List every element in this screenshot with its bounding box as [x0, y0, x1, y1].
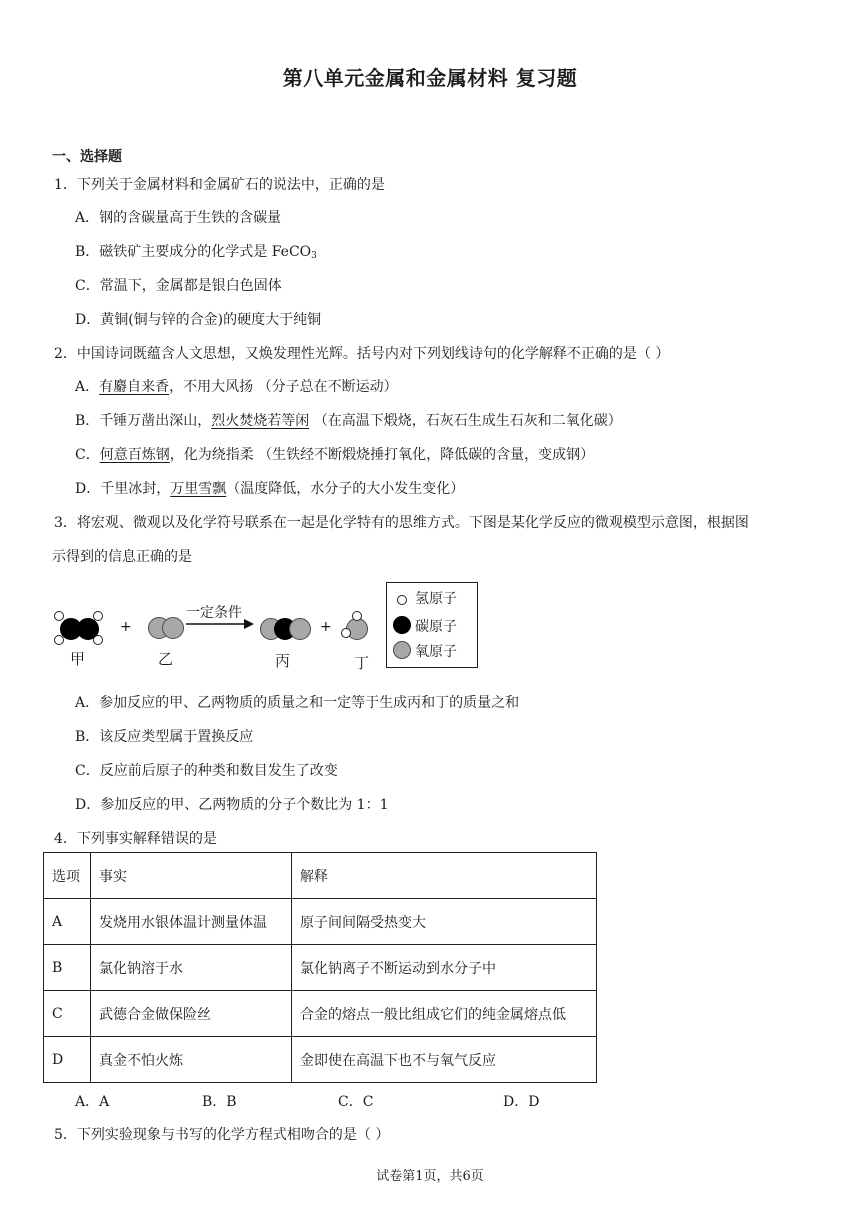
- underlined-verse: 万里雪飘: [170, 481, 227, 497]
- reaction-diagram: [50, 582, 490, 674]
- question-2-option-a: [75, 376, 398, 396]
- question-3-option-a: A．参加反应的甲、乙两物质的质量之和一定等于生成丙和丁的质量之和: [75, 695, 520, 711]
- table-cell: 氯化钠溶于水: [91, 945, 292, 991]
- hydrogen-atom: [54, 635, 64, 645]
- table-header-cell: 选项: [44, 853, 91, 899]
- question-4-option-c: C．C: [338, 1094, 374, 1110]
- label-ding: 丁: [354, 654, 370, 672]
- option-prefix: C．: [75, 447, 100, 463]
- question-1-option-a: A．钢的含碳量高于生铁的含碳量: [75, 210, 282, 226]
- option-rest: ，不用大风扬 （分子总在不断运动）: [169, 379, 398, 395]
- table-cell: D: [44, 1037, 91, 1083]
- table-header-row: [44, 853, 597, 899]
- label-yi: 乙: [158, 650, 174, 668]
- page-title: 第八单元金属和金属材料 复习题: [282, 66, 578, 90]
- question-3-option-c: C．反应前后原子的种类和数目发生了改变: [75, 763, 338, 779]
- table-row: [44, 1037, 597, 1083]
- question-1-option-c: C．常温下，金属都是银白色固体: [75, 278, 282, 294]
- table-cell: 武德合金做保险丝: [91, 991, 292, 1037]
- hydrogen-atom-legend-icon: [397, 595, 407, 605]
- table-cell: A: [44, 899, 91, 945]
- label-bing: 丙: [275, 652, 291, 670]
- question-3-stem-line1: 3．将宏观、微观以及化学符号联系在一起是化学特有的思维方式。下图是某化学反应的微观模型示意图，根据图: [54, 515, 749, 531]
- label-jia: 甲: [70, 650, 86, 668]
- table-cell: B: [44, 945, 91, 991]
- hydrogen-atom: [93, 611, 103, 621]
- carbon-atom-legend-icon: [393, 616, 411, 634]
- hydrogen-atom: [93, 635, 103, 645]
- table-cell: 原子间间隔受热变大: [292, 899, 597, 945]
- question-2-stem: 2．中国诗词既蕴含人文思想，又焕发理性光辉。括号内对下列划线诗句的化学解释不正确的是（ ）: [54, 346, 670, 362]
- option-text: B．磁铁矿主要成分的化学式是 FeCO: [75, 244, 312, 260]
- table-cell: 发烧用水银体温计测量体温: [91, 899, 292, 945]
- oxygen-atom-legend-icon: [393, 641, 411, 659]
- table-cell: 真金不怕火炼: [91, 1037, 292, 1083]
- legend-oxygen-label: 氧原子: [415, 644, 457, 660]
- atom-legend: [386, 582, 478, 668]
- option-prefix: D．千里冰封，: [75, 481, 171, 497]
- underlined-verse: 何意百炼钢: [99, 447, 170, 463]
- plus-sign: +: [320, 619, 332, 635]
- option-prefix: B．千锤万凿出深山，: [75, 413, 212, 429]
- option-prefix: A．: [75, 379, 100, 395]
- option-rest: （温度降低，水分子的大小发生变化）: [226, 481, 465, 497]
- table-row: [44, 899, 597, 945]
- underlined-verse: 烈火焚烧若等闲: [211, 413, 310, 429]
- oxygen-atom: [162, 617, 184, 639]
- question-2-option-d: [75, 478, 464, 498]
- hydrogen-atom: [341, 628, 351, 638]
- table-row: [44, 945, 597, 991]
- table-cell: 合金的熔点一般比组成它们的纯金属熔点低: [292, 991, 597, 1037]
- reaction-condition: 一定条件: [186, 605, 242, 621]
- table-row: [44, 991, 597, 1037]
- question-4-option-b: B．B: [202, 1094, 237, 1110]
- question-2-option-b: [75, 410, 622, 430]
- reaction-arrow-icon: [184, 618, 256, 630]
- question-3-option-b: B．该反应类型属于置换反应: [75, 729, 254, 745]
- legend-carbon-label: 碳原子: [415, 619, 457, 635]
- underlined-verse: 有麝自来香: [99, 379, 170, 395]
- table-cell: 金即使在高温下也不与氧气反应: [292, 1037, 597, 1083]
- hydrogen-atom: [54, 611, 64, 621]
- option-rest: ，化为绕指柔 （生铁经不断煅烧捶打氧化，降低碳的含量，变成钢）: [169, 447, 595, 463]
- page-footer: 试卷第1页，共6页: [376, 1169, 484, 1184]
- table-header-cell: 事实: [91, 853, 292, 899]
- question-3-stem-line2: 示得到的信息正确的是: [52, 549, 192, 565]
- table-cell: 氯化钠离子不断运动到水分子中: [292, 945, 597, 991]
- question-1-option-d: D．黄铜(铜与锌的合金)的硬度大于纯铜: [75, 312, 322, 328]
- section-heading: 一、选择题: [52, 149, 122, 165]
- table-cell: C: [44, 991, 91, 1037]
- oxygen-atom: [289, 618, 311, 640]
- question-1-stem: 1．下列关于金属材料和金属矿石的说法中，正确的是: [54, 177, 385, 193]
- table-header-cell: 解释: [292, 853, 597, 899]
- plus-sign: +: [120, 619, 132, 635]
- subscript: 3: [311, 251, 317, 261]
- facts-table: [43, 852, 597, 1083]
- question-5-stem: 5．下列实验现象与书写的化学方程式相吻合的是（ ）: [54, 1127, 390, 1143]
- option-rest: （在高温下煅烧，石灰石生成生石灰和二氧化碳）: [309, 413, 622, 429]
- question-4-option-d: D．D: [503, 1094, 540, 1110]
- question-4-option-a: A．A: [75, 1094, 110, 1110]
- question-3-option-d: D．参加反应的甲、乙两物质的分子个数比为 1：1: [75, 797, 389, 813]
- legend-hydrogen-label: 氢原子: [415, 591, 457, 607]
- question-2-option-c: [75, 444, 594, 464]
- question-4-stem: 4．下列事实解释错误的是: [54, 831, 217, 847]
- question-1-option-b: [75, 241, 317, 261]
- hydrogen-atom: [352, 611, 362, 621]
